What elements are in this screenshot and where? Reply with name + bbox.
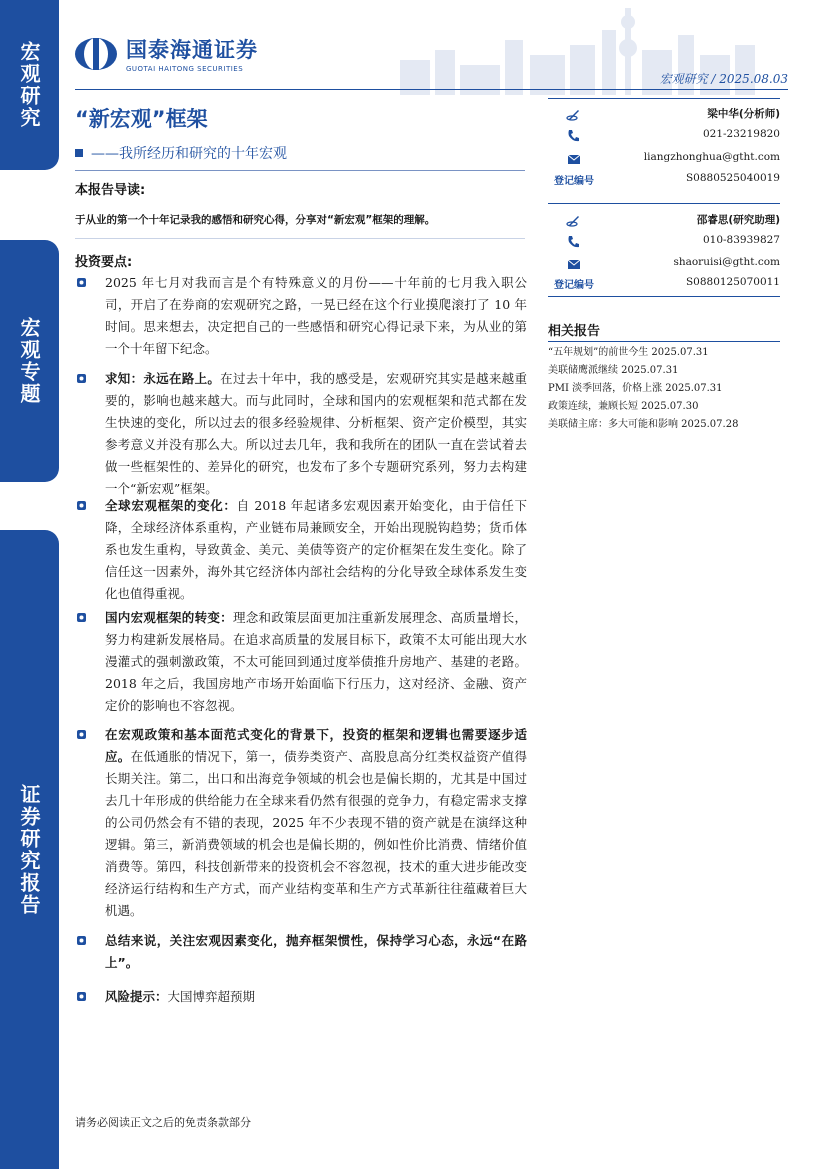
point-item: 风险提示：大国博弈超预期 — [75, 986, 527, 1008]
logo-cn-text: 国泰海通证券 — [126, 38, 258, 62]
square-bullet-icon — [75, 149, 83, 157]
intro-text: 于从业的第一个十年记录我的感悟和研究心得，分享对“新宏观”框架的理解。 — [75, 214, 436, 226]
analyst-bottom-divider — [548, 296, 780, 297]
registration-number: S0880125070011 — [685, 276, 780, 288]
point-item: 全球宏观框架的变化：自 2018 年起诸多宏观因素开始变化，由于信任下降，全球经济体系重构，产业链布局兼顾安全，开始出现脱钩趋势；货币体系也发生重构，导致黄金、美元、美债等资产的定价框架在发生变化。除了信任这一因素外，海外其它经济体内部社会结构的分化导致全球体系发生变化也值得重视。 — [75, 495, 527, 605]
logo-mark-icon — [74, 37, 118, 71]
diamond-bullet-icon — [75, 499, 88, 512]
category-date: 宏观研究 / 2025.08.03 — [659, 72, 788, 86]
analyst-email[interactable]: liangzhonghua@gtht.com — [643, 151, 780, 163]
analyst-name: 邵睿思(研究助理) — [696, 214, 780, 226]
intro-heading: 本报告导读: — [75, 183, 146, 198]
related-report-link[interactable]: 政策连续，兼顾长短 2025.07.30 — [548, 401, 699, 412]
mail-icon — [566, 151, 582, 167]
header-divider — [75, 89, 788, 90]
disclaimer-footer: 请务必阅读正文之后的免责条款部分 — [75, 1116, 251, 1129]
title-divider — [75, 170, 525, 171]
mail-icon — [566, 256, 582, 272]
diamond-bullet-icon — [75, 728, 88, 741]
phone-icon — [566, 234, 582, 250]
related-report-link[interactable]: 美联储鹰派继续 2025.07.31 — [548, 365, 679, 376]
intro-divider — [75, 238, 525, 239]
company-logo — [74, 34, 258, 73]
diamond-bullet-icon — [75, 611, 88, 624]
point-item: 在宏观政策和基本面范式变化的背景下，投资的框架和逻辑也需要逐步适应。在低通胀的情况下，第一，债券类资产、高股息高分红类权益资产值得长期关注。第二，出口和出海竞争领域的机会也是偏长期的，尤其是中国过去几十年形成的供给能力在全球来看仍然有很强的竞争力，有稳定需求支撑的公司仍然会有不错的表现，2025 年不少表现不错的资产就是在演绎这种逻辑。第三，新消费领域的机会也是偏长期的，例如性价比消费、情绪价值消费等。第四，科技创新带来的投资机会不容忽视，技术的重大进步能改变经济运行结构和生产方式，而产业结构变革和生产方式革新往往蕴藏着巨大机遇。 — [75, 724, 527, 922]
related-report-link[interactable]: 美联储主席：多大可能和影响 2025.07.28 — [548, 419, 739, 430]
analyst-middle-divider — [548, 203, 780, 204]
sidebar-tab-securities-report: 证券研究报告 — [0, 530, 59, 1169]
phone-icon — [566, 128, 582, 144]
point-item: 2025 年七月对我而言是个有特殊意义的月份——十年前的七月我入职公司，开启了在券商的宏观研究之路，一晃已经在这个行业摸爬滚打了 10 年时间。思来想去，决定把自己的一些感悟和研究心得记录下来，为从业的第一个十年留下纪念。 — [75, 272, 527, 360]
points-heading: 投资要点: — [75, 255, 133, 270]
analyst-phone: 021-23219820 — [702, 128, 780, 140]
registration-label: 登记编号 — [554, 280, 594, 291]
pen-icon — [566, 106, 582, 122]
analyst-email[interactable]: shaoruisi@gtht.com — [673, 256, 780, 268]
report-subtitle: ——我所经历和研究的十年宏观 — [75, 143, 287, 163]
report-title: “新宏观”框架 — [75, 107, 208, 131]
related-divider — [548, 341, 780, 342]
point-item: 国内宏观框架的转变：理念和政策层面更加注重新发展理念、高质量增长，努力构建新发展格局。在追求高质量的发展目标下，政策不太可能出现大水漫灌式的强刺激政策，不太可能回到通过度举债推升房地产、基建的老路。2018 年之后，我国房地产市场开始面临下行压力，这对经济、金融、资产定价的影响也不容忽视。 — [75, 607, 527, 717]
sidebar-tab-macro-topic: 宏观专题 — [0, 240, 59, 482]
analyst-name: 梁中华(分析师) — [707, 108, 780, 120]
analyst-top-divider — [548, 98, 780, 99]
logo-en-text: GUOTAI HAITONG SECURITIES — [126, 65, 244, 73]
analyst-phone: 010-83939827 — [702, 234, 780, 246]
sidebar-tab-macro-research: 宏观研究 — [0, 0, 59, 170]
diamond-bullet-icon — [75, 934, 88, 947]
related-report-link[interactable]: PMI 淡季回落，价格上涨 2025.07.31 — [548, 383, 723, 394]
point-item: 求知：永远在路上。在过去十年中，我的感受是，宏观研究其实是越来越重要的，影响也越来越大。而与此同时，全球和国内的宏观框架和范式都在发生快速的变化，所以过去的很多经验规律、分析框架、资产定价模型，其实参考意义并没有那么大。所以过去几年，我和我所在的团队一直在尝试着去做一些框架性的、差异化的研究，也发布了多个专题研究系列，努力去构建一个“新宏观”框架。 — [75, 368, 527, 500]
diamond-bullet-icon — [75, 276, 88, 289]
related-report-link[interactable]: “五年规划”的前世今生 2025.07.31 — [548, 347, 709, 358]
point-item: 总结来说，关注宏观因素变化，抛弃框架惯性，保持学习心态，永远“在路上”。 — [75, 930, 527, 974]
diamond-bullet-icon — [75, 990, 88, 1003]
registration-label: 登记编号 — [554, 176, 594, 187]
related-reports-heading: 相关报告 — [548, 324, 601, 339]
related-reports-list — [548, 344, 788, 434]
pen-icon — [566, 212, 582, 228]
diamond-bullet-icon — [75, 372, 88, 385]
registration-number: S0880525040019 — [685, 172, 780, 184]
